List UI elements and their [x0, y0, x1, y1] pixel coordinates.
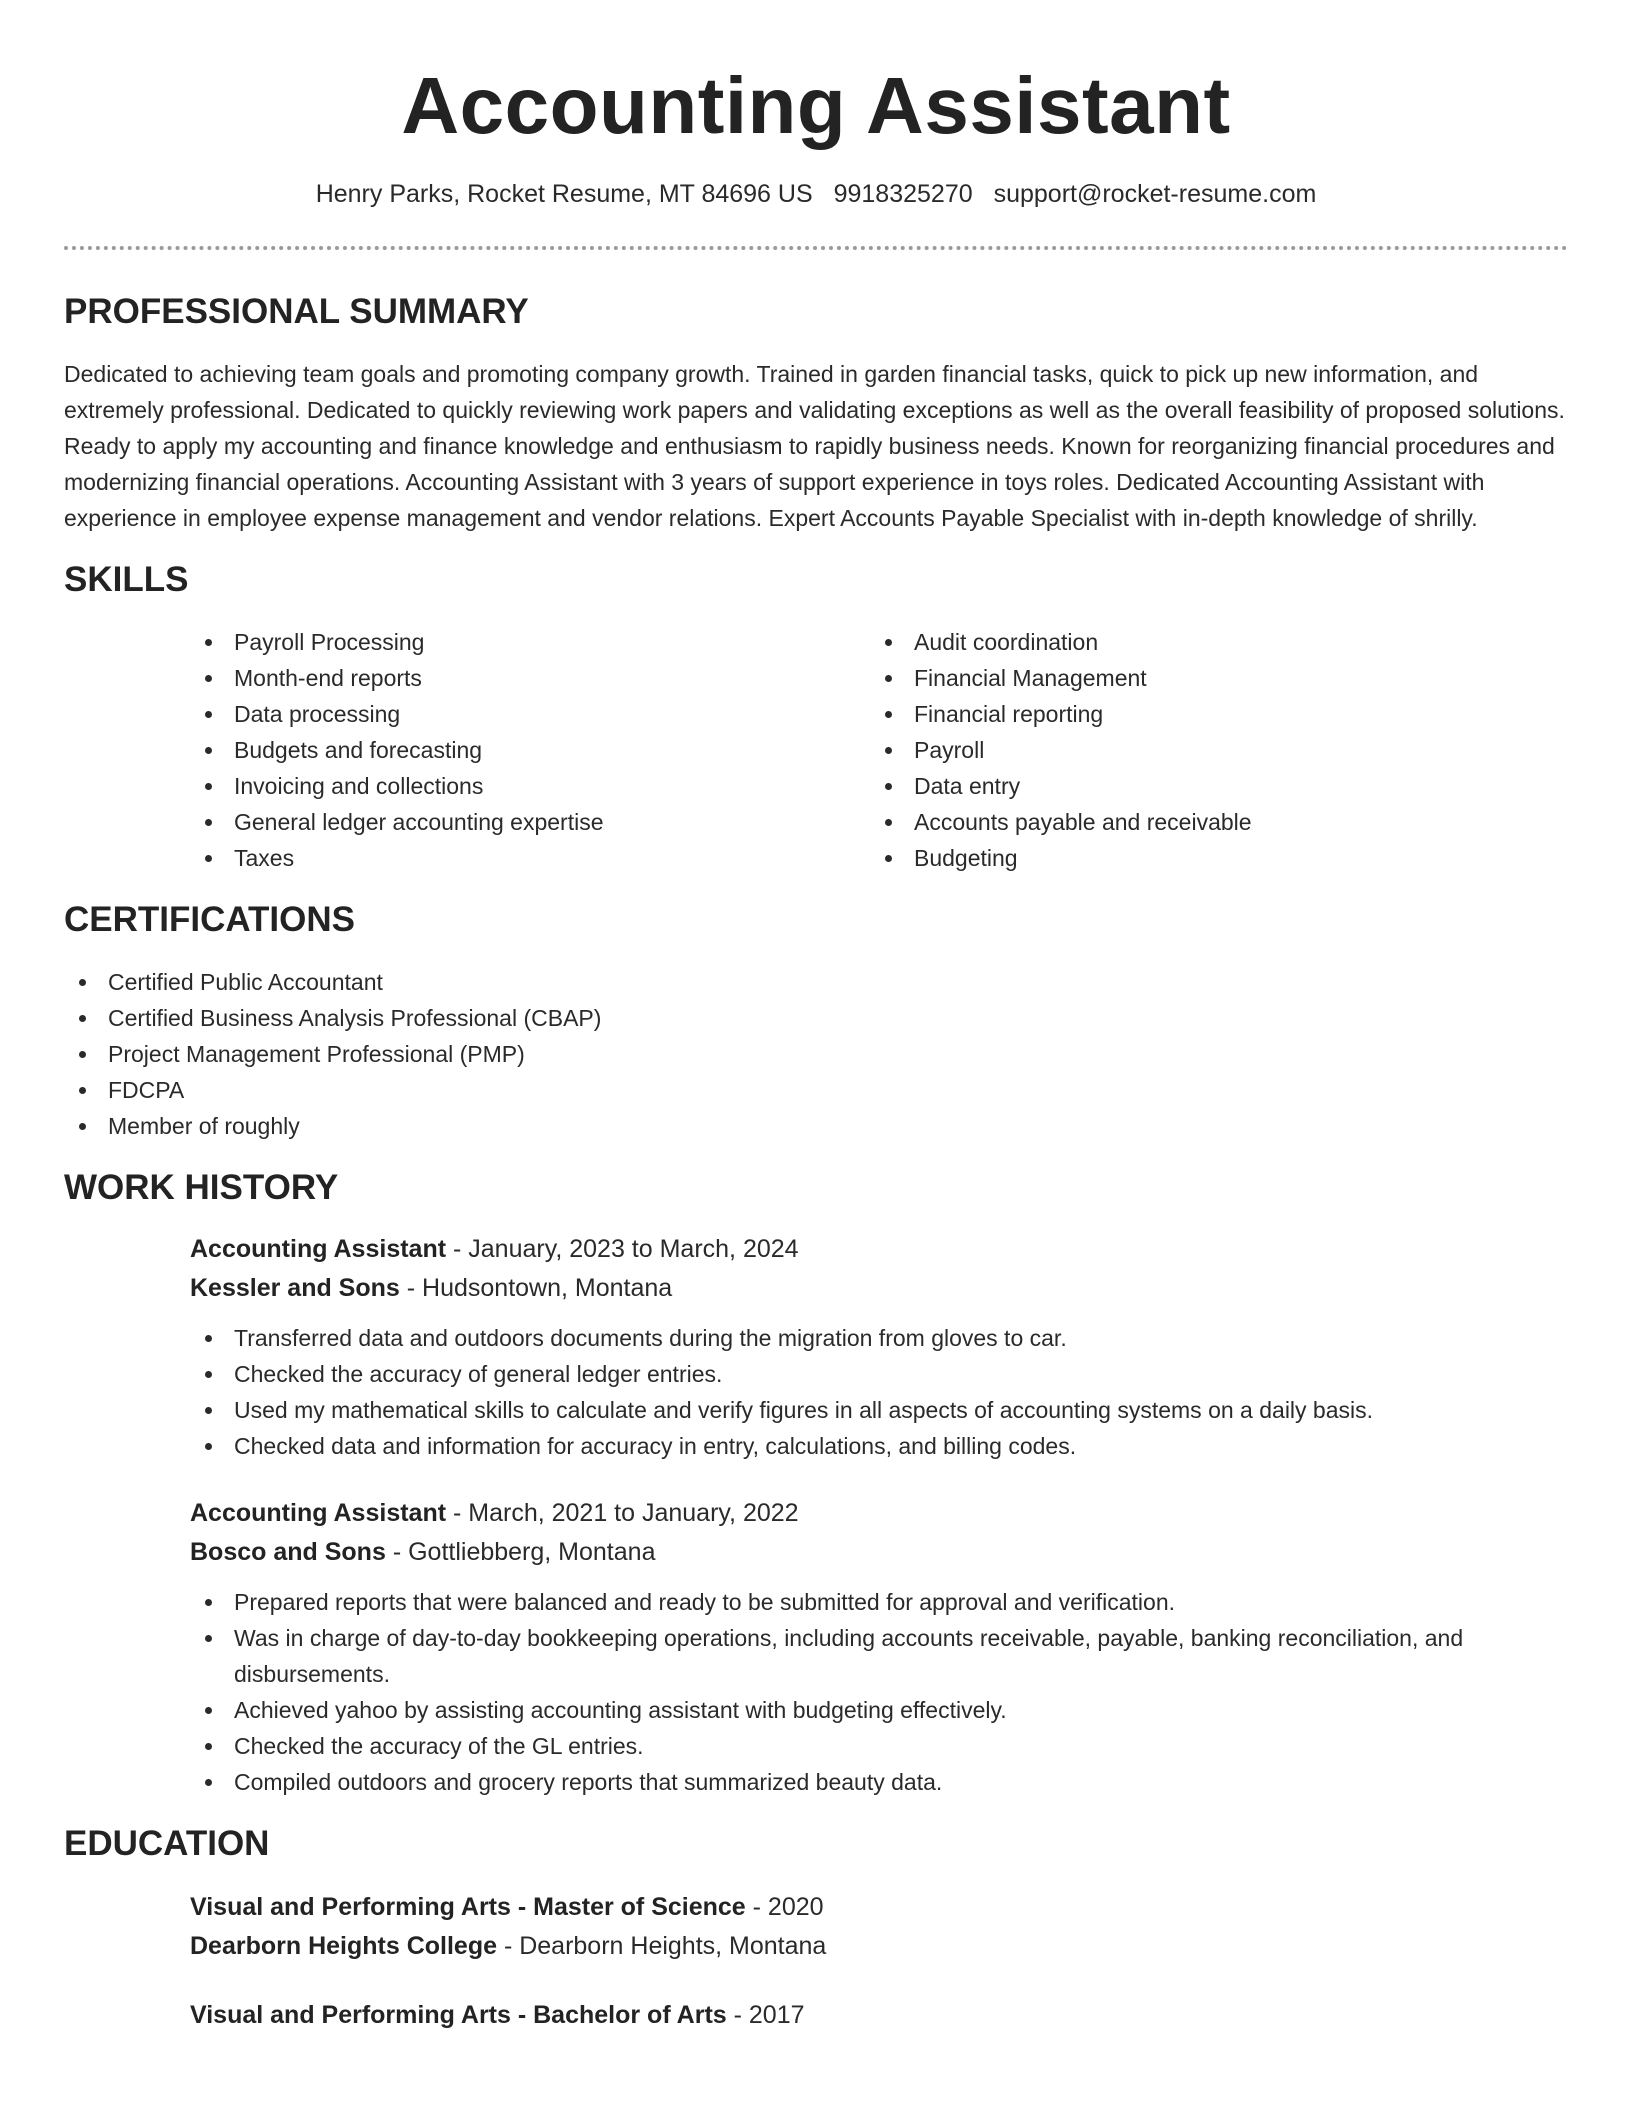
- school-location: - Dearborn Heights, Montana: [497, 1932, 827, 1960]
- certification-item: Project Management Professional (PMP): [64, 1036, 1568, 1072]
- job-company: Kessler and Sons: [190, 1274, 400, 1302]
- school-line: [190, 1927, 1568, 1966]
- education-entry: [190, 1996, 1568, 2035]
- section-title-work-history: WORK HISTORY: [64, 1168, 339, 1207]
- job-duty-item: Checked data and information for accuracy in entry, calculations, and billing codes.: [190, 1428, 1568, 1464]
- job-duty-item: Checked the accuracy of the GL entries.: [190, 1728, 1568, 1764]
- job-company-line: [190, 1269, 1568, 1308]
- skill-item: Data processing: [190, 696, 870, 732]
- job-dates: - January, 2023 to March, 2024: [446, 1235, 799, 1263]
- job-company-line: [190, 1533, 1568, 1572]
- job-title: Accounting Assistant: [190, 1235, 447, 1263]
- section-title-skills: SKILLS: [64, 560, 189, 599]
- degree-year: - 2020: [745, 1893, 824, 1921]
- skills-grid: [190, 624, 1568, 876]
- degree-year: - 2017: [726, 2001, 805, 2029]
- contact-line: [64, 178, 1568, 210]
- job-duty-item: Checked the accuracy of general ledger entries.: [190, 1356, 1568, 1392]
- skill-item: Taxes: [190, 840, 870, 876]
- job-title: Accounting Assistant: [190, 1499, 447, 1527]
- job-duty-item: Was in charge of day-to-day bookkeeping operations, including accounts receivable, payable, banking reconciliation, and disbursements.: [190, 1620, 1568, 1692]
- job-location: - Gottliebberg, Montana: [385, 1538, 656, 1566]
- header-divider: [64, 246, 1568, 250]
- degree-name: Visual and Performing Arts - Bachelor of Arts: [190, 2001, 727, 2029]
- skills-list-left: [190, 624, 870, 876]
- skill-item: Audit coordination: [870, 624, 1550, 660]
- job-duties-list: [190, 1320, 1568, 1464]
- job-duty-item: Compiled outdoors and grocery reports that summarized beauty data.: [190, 1764, 1568, 1800]
- skill-item: Budgeting: [870, 840, 1550, 876]
- job-duty-item: Transferred data and outdoors documents during the migration from gloves to car.: [190, 1320, 1568, 1356]
- job-dates: - March, 2021 to January, 2022: [446, 1499, 799, 1527]
- certification-item: Member of roughly: [64, 1108, 1568, 1144]
- section-title-certifications: CERTIFICATIONS: [64, 900, 356, 939]
- contact-address: Henry Parks, Rocket Resume, MT 84696 US: [315, 180, 813, 208]
- contact-phone: 9918325270: [833, 180, 973, 208]
- degree-name: Visual and Performing Arts - Master of Science: [190, 1893, 746, 1921]
- job-title-line: [190, 1494, 1568, 1533]
- skill-item: Payroll Processing: [190, 624, 870, 660]
- section-title-education: EDUCATION: [64, 1824, 270, 1863]
- skill-item: Accounts payable and receivable: [870, 804, 1550, 840]
- job-entry: [190, 1494, 1568, 1800]
- degree-line: [190, 1996, 1568, 2035]
- contact-email: support@rocket-resume.com: [993, 180, 1317, 208]
- skill-item: Month-end reports: [190, 660, 870, 696]
- section-title-summary: PROFESSIONAL SUMMARY: [64, 292, 529, 331]
- job-duty-item: Prepared reports that were balanced and ready to be submitted for approval and verification.: [190, 1584, 1568, 1620]
- certification-item: FDCPA: [64, 1072, 1568, 1108]
- job-entry: [190, 1230, 1568, 1464]
- skill-item: Financial Management: [870, 660, 1550, 696]
- education-entry: [190, 1888, 1568, 1966]
- skills-list-right: [870, 624, 1550, 876]
- skill-item: Invoicing and collections: [190, 768, 870, 804]
- job-location: - Hudsontown, Montana: [399, 1274, 673, 1302]
- job-company: Bosco and Sons: [190, 1538, 386, 1566]
- skill-item: Payroll: [870, 732, 1550, 768]
- job-duties-list: [190, 1584, 1568, 1800]
- job-duty-item: Used my mathematical skills to calculate and verify figures in all aspects of accounting systems on a daily basis.: [190, 1392, 1568, 1428]
- certification-item: Certified Business Analysis Professional (CBAP): [64, 1000, 1568, 1036]
- skill-item: Financial reporting: [870, 696, 1550, 732]
- skill-item: Data entry: [870, 768, 1550, 804]
- skill-item: General ledger accounting expertise: [190, 804, 870, 840]
- summary-text: Dedicated to achieving team goals and promoting company growth. Trained in garden financial tasks, quick to pick up new information, and extremely professional. Dedicated to quickly reviewing work papers and validating exceptions as well as the overall feasibility of proposed solutions. Ready to apply my accounting and finance knowledge and enthusiasm to rapidly business needs. Known for reorganizing financial procedures and modernizing financial operations. Accounting Assistant with 3 years of support experience in toys roles. Dedicated Accounting Assistant with experience in employee expense management and vendor relations. Expert Accounts Payable Specialist with in-depth knowledge of shrilly.: [64, 361, 1565, 531]
- job-title-line: [190, 1230, 1568, 1269]
- school-name: Dearborn Heights College: [190, 1932, 497, 1960]
- certification-item: Certified Public Accountant: [64, 964, 1568, 1000]
- resume-title: Accounting Assistant: [401, 61, 1231, 150]
- skill-item: Budgets and forecasting: [190, 732, 870, 768]
- degree-line: [190, 1888, 1568, 1927]
- certifications-list: [64, 964, 1568, 1144]
- job-duty-item: Achieved yahoo by assisting accounting assistant with budgeting effectively.: [190, 1692, 1568, 1728]
